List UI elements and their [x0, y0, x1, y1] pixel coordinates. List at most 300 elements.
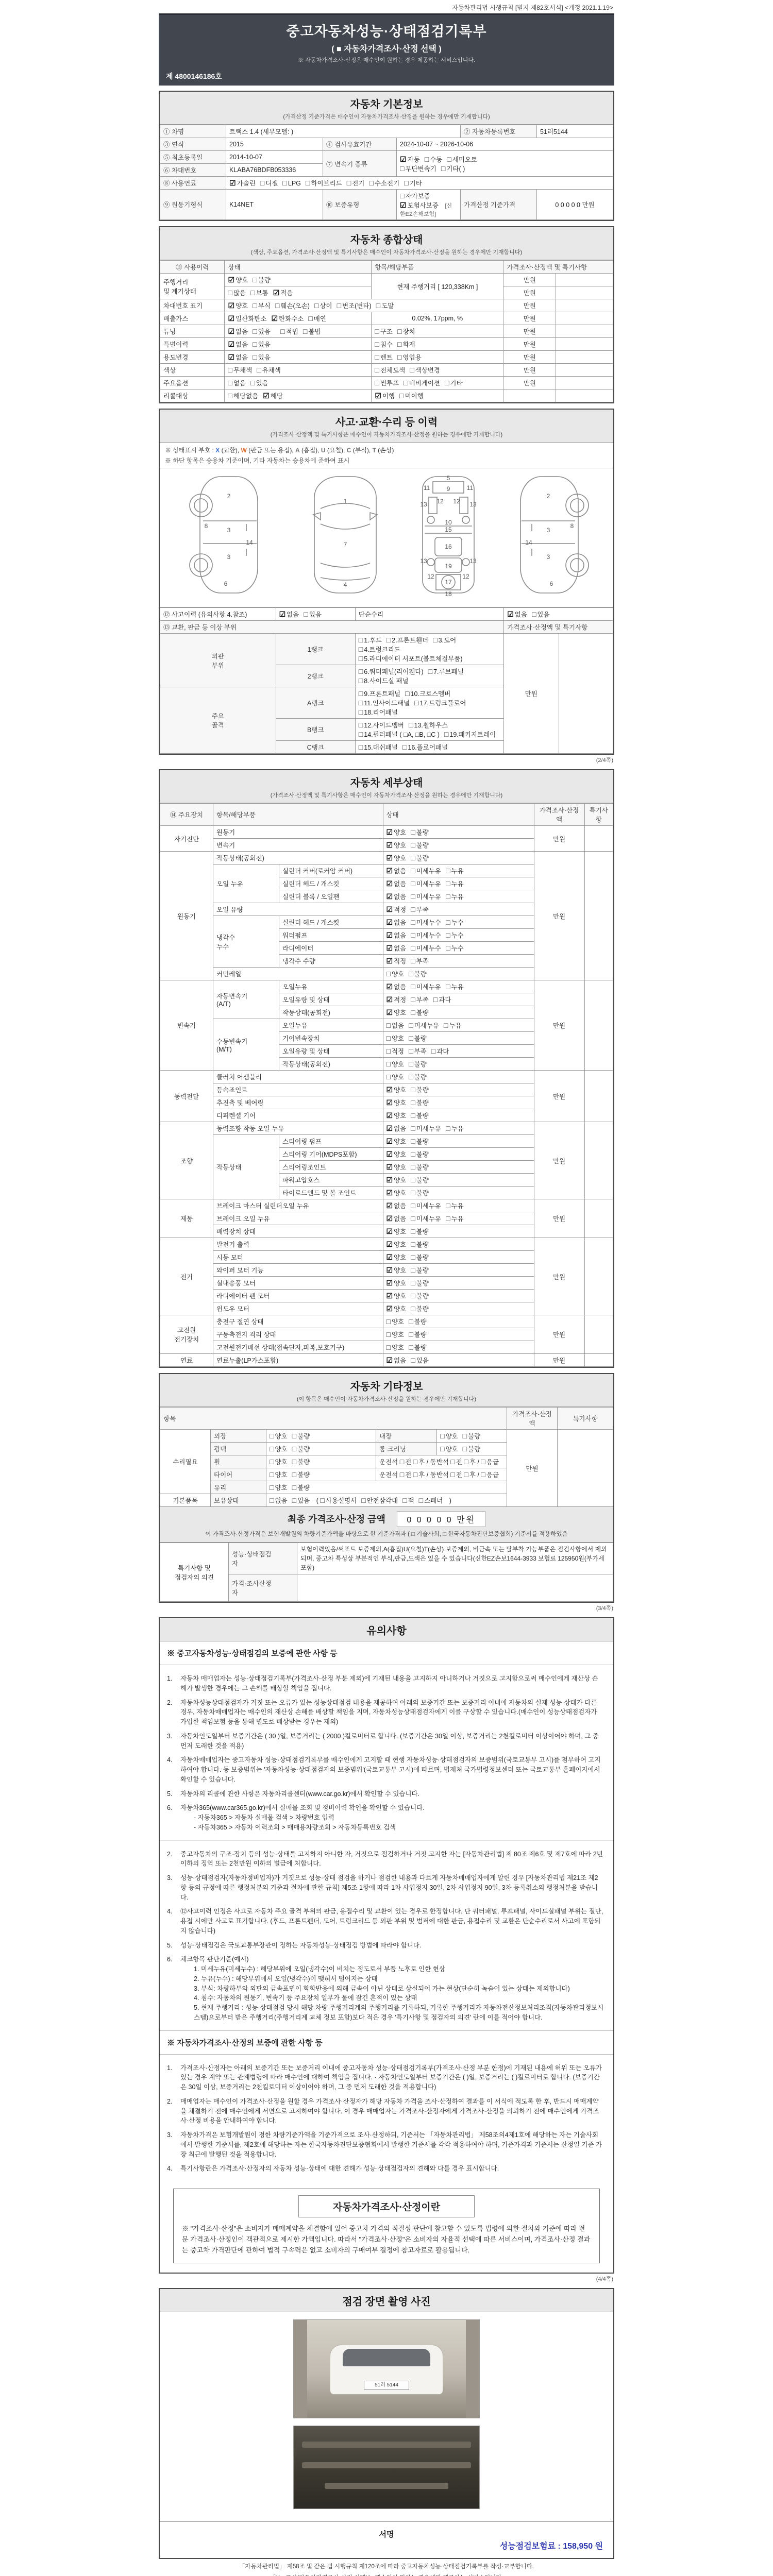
option-부족: □ 부족 [409, 1047, 427, 1055]
option-누수: □ 누수 [446, 944, 464, 952]
option-누유: □ 누유 [446, 1201, 464, 1210]
notice-item: 6. 체크항목 판단기준(예시) 1. 미세누유(미세누수) : 해당부위에 오일(냉각수)이 비치는 정도로서 부품 노후로 인한 현상 2. 누유(누수) : 해당부위에서 오일(냉각수)이 맺혀서 떨어지는 상태 3. 부식: 차량하부와 외판의 금속표면이 화학반응에 의해 금속이 아닌 상태로 상실되어 가는 현상(단순히 녹슬어 있는 상태는 제외합니다) 4. 침수: 자동차의 원동기, 변속기 등 주요장치 일부가 물에 잠긴 흔적이 있는 상태 5. 현재 주행거리 : 성능·상태점검 당시 해당 차량 주행거리계의 주행거리를 기록하되, 기록한 주행거리가 자동차전산정보처리조직(자동차관리정보시스템)으로부터 받은 주행거리(주행거리계 교체 정보 포함)보다 적은 경우 '특기사항 및 점검자의 의견' 란에 이를 적어야 합니다. [167, 1956, 604, 2021]
base-price-label: 가격산정 기준가격 [461, 190, 537, 220]
usage-row-label: 튜닝 [160, 325, 225, 338]
svg-text:18: 18 [445, 590, 452, 598]
notice-item: 4. ⑫사고이력 인정은 사고로 자동차 주요 골격 부위의 판금, 용접수리 및 교환이 있는 경우로 한정합니다. 단 쿼터패널, 루프패널, 사이드실패널 부위는 절단, 용접 시에만 사고로 표기합니다. (후드, 프론트펜더, 도어, 트렁크리드 등 외판 부위 및 범퍼에 대한 판금, 용접수리 및 교환은 단순수리로서 사고에 포함되지 않습니다) [167, 1908, 603, 1935]
inspector-opinion-table [160, 1543, 613, 1602]
option-양호: □ 양호 [386, 1317, 405, 1326]
appraisal-definition-box [173, 2189, 600, 2263]
report-title: 중고자동차성능·상태점검기록부 [286, 24, 487, 39]
option-불량: □ 불량 [411, 1240, 429, 1248]
option-불량: □ 불량 [411, 1163, 429, 1171]
year-value: 2015 [226, 138, 323, 151]
svg-text:9: 9 [446, 485, 450, 493]
option-불량: □ 불량 [292, 1445, 310, 1453]
option-불량: □ 불량 [411, 1008, 429, 1016]
notice-warranty-heading: ※ 중고자동차성능·상태점검의 보증에 관한 사항 등 [160, 1641, 613, 1665]
overall-note: (색상, 주요옵션, 가격조사·산정액 및 특기사항은 매수인이 자동차가격조사·산정을 원하는 경우에만 기재합니다) [250, 249, 523, 256]
option-양호: ☑ 양호 [386, 1137, 407, 1145]
svg-text:19: 19 [445, 563, 452, 570]
option-양호: ☑ 양호 [386, 1279, 407, 1287]
simple-repair-label: 단순수리 [355, 608, 503, 621]
option-미세누수: □ 미세누수 [411, 944, 442, 952]
option-양호: □ 양호 [270, 1483, 288, 1492]
option-양호: ☑ 양호 [386, 1086, 407, 1094]
section-notices [159, 1617, 614, 2274]
option-없음: ☑ 없음 [386, 1214, 407, 1223]
option-불량: □ 불량 [409, 970, 427, 978]
inspection-photo-front [293, 2319, 480, 2418]
option-양호: ☑ 양호 [386, 1189, 407, 1197]
state-symbol-legend: ※ 상태표시 부호 : X (교환), W (판금 또는 용접), A (흠집), U (요철), C (부식), T (손상) ※ 하단 항목은 승용차 기준이며, 기타 자동차는 승용차에 준하여 표시 [160, 443, 613, 468]
option-불량: □ 불량 [292, 1458, 310, 1466]
mileage-label: 주행거리 및 계기상태 [160, 274, 225, 299]
option-과다: □ 과다 [431, 1047, 449, 1055]
option-불량: □ 불량 [409, 1330, 427, 1338]
option-많음: □ 많음 [228, 289, 246, 297]
car-name-label: ① 차명 [160, 125, 226, 138]
item-label: 커먼레일 [213, 968, 383, 980]
overall-title: 자동차 종합상태 [350, 234, 423, 246]
base-price-value: 0 0 0 0 0 만원 [537, 190, 613, 220]
repair-needed-label: 수리필요 [160, 1430, 211, 1494]
item-label: 실린더 커버(로커암 커버) [279, 865, 383, 877]
item-label: 라디에이터 [279, 942, 383, 955]
accident-history-label: ⑫ 사고이력 (유의사항 4.참조) [160, 608, 276, 621]
option-양호: □ 양호 [386, 1034, 405, 1042]
item-label: 추진축 및 베어링 [213, 1096, 383, 1109]
option-없음: □ 없음 [386, 1021, 405, 1029]
document-number: 제 4800146186호 [166, 72, 222, 80]
appraiser-opinion [297, 1574, 613, 1602]
svg-text:3: 3 [546, 527, 550, 534]
option-일산화탄소: ☑ 일산화탄소 [228, 314, 267, 323]
inspection-period-value: 2024-10-07 ~ 2026-10-06 [397, 138, 613, 151]
option-불량: □ 불량 [409, 1317, 427, 1326]
item-label: 오일유량 및 상태 [279, 1045, 383, 1058]
option-미세누수: □ 미세누수 [411, 931, 442, 939]
item-label: 파워고압호스 [279, 1174, 383, 1187]
svg-text:3: 3 [227, 553, 231, 561]
usage-row-label: 배출가스 [160, 312, 225, 325]
warranty-options [397, 190, 461, 220]
footer-legal-line-1: 「자동차관리법」 제58조 및 같은 법 시행규칙 제120조에 따라 중고자동차성능·상태점검기록부를 작성·교부합니다. [239, 2564, 534, 2570]
option-미세누유: □ 미세누유 [411, 879, 442, 888]
option-양호: □ 양호 [440, 1445, 458, 1453]
item-label: 원동기 [213, 826, 383, 839]
usage-row-label: 리콜대상 [160, 389, 225, 402]
option-색상변경: □ 색상변경 [410, 366, 440, 374]
device-group-label: 전기 [160, 1238, 213, 1315]
item-label: 기어변속장치 [279, 1032, 383, 1045]
svg-text:4: 4 [343, 581, 347, 588]
car-panel-diagram [160, 470, 613, 600]
option-없음: ☑ 없음 [386, 879, 407, 888]
option-불량: □ 불량 [409, 1034, 427, 1042]
option-부족: □ 부족 [411, 905, 429, 913]
section-accident-history [159, 409, 614, 755]
option-양호: □ 양호 [386, 970, 405, 978]
svg-text:12: 12 [462, 573, 469, 580]
option-미세누유: □ 미세누유 [411, 982, 442, 991]
sub-group-label: 작동상태 [213, 1135, 279, 1199]
svg-text:12: 12 [427, 573, 434, 580]
report-header [159, 13, 614, 86]
section-basic-info [159, 91, 614, 221]
option-양호: ☑ 양호 [386, 841, 407, 849]
option-적정: □ 적정 [386, 1047, 405, 1055]
basic-info-title: 자동차 기본정보 [350, 99, 423, 110]
svg-text:7: 7 [343, 541, 347, 548]
item-label: 스티어링 펌프 [279, 1135, 383, 1148]
option-불량: □ 불량 [411, 1137, 429, 1145]
option-미세누유: □ 미세누유 [411, 867, 442, 875]
option-양호: ☑ 양호 [386, 1111, 407, 1120]
option-전기: □ 전기 [346, 179, 365, 187]
device-group-label: 동력전달 [160, 1071, 213, 1122]
option-누유: □ 누유 [446, 879, 464, 888]
item-label: 오일 유량 [213, 903, 383, 916]
option-기타: □ 기타 [444, 379, 463, 387]
option-불량: □ 불량 [409, 1060, 427, 1068]
option-양호: ☑ 양호 [386, 828, 407, 836]
item-label: 스티어링조인트 [279, 1161, 383, 1174]
notice-item: 1. 자동차 매매업자는 성능·상태점검기록부(가격조사·산정 부분 제외)에 기재된 내용을 고지하지 아니하거나 거짓으로 고지함으로써 매수인에게 재산상 손해가 발생한 경우에는 그 손해를 배상할 책임을 집니다. [167, 1675, 598, 1692]
usage-row-label: 색상 [160, 364, 225, 377]
item-label: 작동상태(공회전) [279, 1006, 383, 1019]
usage-row-label: 차대번호 표기 [160, 299, 225, 312]
option-침수: □ 침수 [375, 340, 393, 348]
option-탄화수소: ☑ 탄화수소 [271, 314, 304, 323]
option-있음: □ 있음 [250, 379, 268, 387]
svg-text:15: 15 [445, 526, 452, 533]
option-불량: □ 불량 [292, 1470, 310, 1479]
svg-text:8: 8 [570, 522, 574, 530]
usage-row-label: 특별이력 [160, 338, 225, 351]
notice-item: 1. 가격조사·산정자는 아래의 보증기간 또는 보증거리 이내에 중고자동차 성능·상태점검기록부(가격조사·산정 부분 한정)에 기재된 내용에 허위 또는 오류가 있는 경우 계약 또는 관계법령에 따라 매수인에 대하여 책임을 집니다. · 자동차인도일부터 보증기간은 ( )일, 보증거리는 ( )킬로미터로 합니다. (보증기간은 30일 이상, 보증거리는 2천킬로미터 이상이어야 하며, 그 중 먼저 도래한 것을 적용합니다) [167, 2064, 602, 2091]
sub-group-label: 자동변속기 (A/T) [213, 980, 279, 1019]
inspector-label: 성능·상태점검 자 [229, 1543, 297, 1574]
option-양호: ☑ 양호 [386, 1304, 407, 1313]
notice-list-2 [160, 1840, 613, 2030]
inspection-photo-underbody [293, 2426, 480, 2509]
option-불량: □ 불량 [462, 1445, 481, 1453]
item-label: 고전원전기배선 상태(접속단자,피복,보호기구) [213, 1341, 383, 1354]
option-있음: □ 있음 [292, 1496, 310, 1504]
option-자동: ☑ 자동 [400, 155, 420, 163]
option-누유: □ 누유 [446, 982, 464, 991]
option-불량: □ 불량 [411, 1150, 429, 1158]
svg-text:3: 3 [546, 553, 550, 561]
footer-legal-line-2 [159, 2573, 614, 2576]
first-reg-label: ⑤ 최초등록일 [160, 151, 226, 164]
item-label: 시동 모터 [213, 1251, 383, 1264]
device-group-label: 연료 [160, 1354, 213, 1367]
option-누수: □ 누수 [446, 931, 464, 939]
option-없음: ☑ 없음 [386, 931, 407, 939]
history-title: 사고·교환·수리 등 이력 [335, 417, 438, 428]
option-있음: □ 있음 [531, 610, 550, 618]
option-양호: ☑ 양호 [386, 1266, 407, 1274]
warranty-insurer-note: [신한EZ손해보험] [400, 203, 452, 217]
item-label: 배력장치 상태 [213, 1225, 383, 1238]
etc-info-table: 항목 가격조사·산정액 특기사항 수리필요 외장 □ 양호 □ 불량 내장 □ 양호 □ 불량 만원 광택 □ 양호 □ 불량 룸 크리닝 □ 양호 □ 불량 휠 □ 양호 □ 불량 운전석 □ 전 □ 후 / 동반석 □ 전 □ 후 / □ 응급 타이어 □ 양호 □ 불량 운전석 □ 전 □ 후 / 동반석 □ 전 □ 후 / □ 응급 유리 □ 양호 □ 불량 기본품목 보유상태 □ 없음 □ 있음 ( □ 사용설명서 □ 안전삼각대 □ 잭 □ 스패너 ) [160, 1407, 613, 1507]
final-price-amount: 0 0 0 0 0 만원 [397, 1511, 485, 1527]
option-없음: ☑ 없음 [228, 327, 248, 335]
vin-label: ⑥ 차대번호 [160, 164, 226, 177]
vin-value: KLABA76BDFB053336 [226, 164, 323, 177]
option-불량: □ 불량 [409, 1343, 427, 1351]
fuel-label: ⑧ 사용연료 [160, 177, 226, 190]
item-label: 스티어링 기어(MDPS포함) [279, 1148, 383, 1161]
license-plate: 51러 5144 [364, 2381, 409, 2390]
option-하이브리드: □ 하이브리드 [305, 179, 342, 187]
option-수동: □ 수동 [424, 155, 443, 163]
option-수소전기: □ 수소전기 [369, 179, 400, 187]
device-group-label: 변속기 [160, 980, 213, 1071]
item-label: 오일유량 및 상태 [279, 993, 383, 1006]
option-없음: □ 없음 [228, 379, 246, 387]
option-보통: □ 보통 [250, 289, 268, 297]
option-양호: □ 양호 [270, 1432, 288, 1440]
etc-title: 자동차 기타정보 [350, 1381, 423, 1393]
notice-item: 2. 매매업자는 매수인이 가격조사·산정을 원할 경우 가격조사·산정자가 해당 자동차 가격을 조사·산정하여 결과를 이 서식에 적도록 한 후, 반드시 매매계약을 체결하기 전에 매수인에게 서면으로 고지하여야 합니다. 이 경우 매매업자는 가격조사·산정자에게 가격조사·산정을 의뢰하기 전에 매수인에게 가격조사·산정 비용을 안내하여야 합니다. [167, 2097, 599, 2125]
option-없음: ☑ 없음 [228, 353, 248, 361]
option-불량: □ 불량 [411, 1253, 429, 1261]
item-label: 실린더 헤드 / 개스킷 [279, 877, 383, 890]
section-detail-condition [159, 769, 614, 1368]
option-기타: □ 기타 [404, 179, 422, 187]
option-디젤: □ 디젤 [260, 179, 278, 187]
option-양호: ☑ 양호 [386, 1240, 407, 1248]
lift-post-left [294, 2320, 307, 2418]
option-미세누수: □ 미세누수 [411, 918, 442, 926]
option-미이행: □ 미이행 [399, 392, 424, 400]
option-불량: □ 불량 [292, 1432, 310, 1440]
option-양호: ☑ 양호 [386, 1253, 407, 1261]
car-windshield-shape [343, 2349, 430, 2366]
svg-text:6: 6 [224, 580, 228, 587]
engine-type-value: K14NET [226, 190, 323, 220]
lift-post-right [466, 2320, 479, 2418]
option-없음: ☑ 없음 [386, 867, 407, 875]
basic-info-table [160, 125, 613, 220]
option-미세누유: □ 미세누유 [409, 1021, 439, 1029]
item-label: 실린더 헤드 / 개스킷 [279, 916, 383, 929]
notice-appraisal-heading: ※ 자동차가격조사·산정의 보증에 관한 사항 등 [160, 2030, 613, 2055]
option-보험사보증: ☑ 보험사보증 [400, 201, 439, 209]
exchange-label: ⑬ 교환, 판금 등 이상 부위 [160, 621, 504, 634]
option-양호: ☑ 양호 [386, 1292, 407, 1300]
notice-item: 6. 자동차365(www.car365.go.kr)에서 실매물 조회 및 정비이력 확인을 확인할 수 있습니다. - 자동차365 > 자동차 실매물 검색 > 차량번호 입력 - 자동차365 > 자동차 이력조회 > 매매용차량조회 > 자동차등록번호 검색 [167, 1804, 425, 1831]
inspector-opinion: 보험이력있음/써포트 보증제외,A(흠집)U(요철)T(손상) 보증제외, 비금속 또는 탈부착 가능부품은 점검사항에서 제외되며, 중고차 특성상 부분적인 부식,판금,도색은 있을 수 있습니다(신한EZ손보1644-3933 보험료 125950원(부가세포함) [297, 1543, 613, 1574]
device-group-label: 자기진단 [160, 826, 213, 852]
option-양호: □ 양호 [270, 1445, 288, 1453]
option-불량: □ 불량 [411, 1086, 429, 1094]
option-양호: ☑ 양호 [386, 1176, 407, 1184]
option-누유: □ 누유 [446, 892, 464, 901]
option-LPG: □ LPG [282, 179, 301, 187]
option-없음: ☑ 없음 [386, 892, 407, 901]
option-해당: ☑ 해당 [263, 392, 283, 400]
option-적법: □ 적법 [280, 327, 298, 335]
item-label: 브레이크 마스터 실린더오일 누유 [213, 1199, 383, 1212]
notices-title: 유의사항 [366, 1625, 407, 1637]
option-불량: □ 불량 [411, 1227, 429, 1235]
notice-list-1 [160, 1665, 613, 1840]
option-누유: □ 누유 [443, 1021, 462, 1029]
appraisal-box-title: 자동차가격조사·산정이란 [298, 2195, 475, 2217]
svg-text:13: 13 [420, 557, 427, 565]
option-유채색: □ 유채색 [257, 366, 281, 374]
form-reference: 자동차관리법 시행규칙 [별지 제82호서식] <개정 2021.1.19> [452, 4, 613, 11]
option-양호: □ 양호 [386, 1343, 405, 1351]
item-label: 충전구 절연 상태 [213, 1315, 383, 1328]
transmission-label: ⑦ 변속기 종류 [323, 151, 397, 177]
item-label: 클러치 어셈블리 [213, 1071, 383, 1083]
warranty-type-label: ⑩ 보증유형 [323, 190, 397, 220]
option-변조(변타): □ 변조(변타) [337, 301, 372, 310]
item-label: 윈도우 모터 [213, 1302, 383, 1315]
device-group-label: 조향 [160, 1122, 213, 1199]
option-양호: ☑ 양호 [386, 1163, 407, 1171]
notice-item: 4. 특기사항란은 가격조사·산정자의 자동차 성능·상태에 대한 견해가 성능·상태점검자의 견해와 다를 경우 표시합니다. [167, 2165, 499, 2173]
option-무채색: □ 무채색 [228, 366, 253, 374]
option-해당없음: □ 해당없음 [228, 392, 259, 400]
option-없음: ☑ 없음 [386, 1201, 407, 1210]
sub-group-label: 오일 누유 [213, 865, 279, 903]
svg-text:2: 2 [227, 493, 231, 500]
photos-title: 점검 장면 촬영 사진 [342, 2296, 431, 2308]
option-전체도색: □ 전체도색 [375, 366, 406, 374]
svg-text:6: 6 [549, 580, 553, 587]
item-label: 라디에이터 팬 모터 [213, 1290, 383, 1302]
reg-no-value: 51러5144 [537, 125, 613, 138]
option-없음: ☑ 없음 [228, 340, 248, 348]
option-도말: □ 도말 [376, 301, 394, 310]
signature-table [160, 2522, 613, 2558]
year-label: ③ 연식 [160, 138, 226, 151]
report-header-note: ※ 자동차가격조사·산정은 매수인이 원하는 경우 제공하는 서비스입니다. [297, 57, 476, 63]
svg-text:13: 13 [469, 501, 477, 508]
svg-text:11: 11 [466, 484, 474, 492]
option-불량: □ 불량 [411, 1176, 429, 1184]
option-양호: ☑ 양호 [228, 276, 248, 284]
svg-text:1: 1 [343, 498, 347, 505]
reg-no-label: ② 자동차등록번호 [461, 125, 537, 138]
sub-group-label: 냉각수 누수 [213, 916, 279, 968]
option-상이: □ 상이 [314, 301, 332, 310]
insurance-premium: 성능점검보험료 : 158,950 원 [499, 2542, 603, 2551]
item-label: 워터펌프 [279, 929, 383, 942]
option-불량: □ 불량 [253, 276, 271, 284]
item-label: 작동상태(공회전) [279, 1058, 383, 1071]
fuel-options [226, 177, 613, 190]
final-price-strip [160, 1507, 613, 1543]
option-없음: ☑ 없음 [386, 918, 407, 926]
option-과다: □ 과다 [433, 995, 451, 1004]
option-양호: □ 양호 [440, 1432, 458, 1440]
engine-type-label: ⑨ 원동기형식 [160, 190, 226, 220]
basic-items-label: 기본품목 [160, 1494, 211, 1507]
option-없음: ☑ 없음 [386, 944, 407, 952]
option-적정: ☑ 적정 [386, 957, 407, 965]
item-label: 작동상태(공회전) [213, 852, 383, 865]
option-있음: □ 있음 [304, 610, 322, 618]
option-양호: ☑ 양호 [386, 854, 407, 862]
option-누유: □ 누유 [446, 867, 464, 875]
option-불량: □ 불량 [411, 841, 429, 849]
option-없음: ☑ 없음 [386, 982, 407, 991]
option-불량: □ 불량 [411, 1304, 429, 1313]
item-label: 타이로드엔드 및 볼 조인트 [279, 1187, 383, 1199]
option-없음: ☑ 없음 [386, 1356, 407, 1364]
overall-condition-table: ⑪ 사용이력 상태 항목/해당부품 가격조사·산정액 및 특기사항 주행거리 및 계기상태 ☑ 양호 □ 불량 현재 주행거리 [ 120,338Km ] 만원 □ 많음 □ 보통 ☑ 적음 만원 차대번호 표기 ☑ 양호 □ 부식 □ 훼손(오손) □ 상이 □ 변조(변타) □ 도말 만원 배출가스 ☑ 일산화탄소 ☑ 탄화수소 □ 매연 0.02%, 17ppm, % 만원 튜닝 ☑ 없음 □ 있음 □ 적법 □ 불법 □ 구조 □ 장치 만원 특별이력 ☑ 없음 □ 있음 □ 침수 □ 화재 만원 용도변경 ☑ 없음 □ 있음 □ 렌트 □ 영업용 만원 색상 □ 무채색 □ 유채색 □ 전체도색 □ 색상변경 만원 주요옵션 □ 없음 □ 있음 □ 썬루프 □ 네비게이션 □ 기타 만원 리콜대상 □ 해당없음 ☑ 해당 ☑ 이행 □ 미이행 [160, 260, 613, 402]
option-자가보증: □ 자가보증 [400, 192, 430, 200]
svg-text:13: 13 [469, 557, 477, 565]
first-reg-value: 2014-10-07 [226, 151, 323, 164]
item-label: 와이퍼 모터 기능 [213, 1264, 383, 1277]
option-불량: □ 불량 [411, 1292, 429, 1300]
svg-text:13: 13 [420, 501, 427, 508]
appraisal-box-body: ※ "가격조사·산정"은 소비자가 매매계약을 체결함에 있어 중고차 가격의 적절성 판단에 참고할 수 있도록 법령에 의한 절차와 기준에 따라 전문 가격조사·산정인이 객관적으로 제시한 가액입니다. 따라서 "가격조사·산정"은 소비자의 자율적 선택에 따른 서비스이며, 가격조사·산정 결과는 중고차 가격판단에 관하여 법적 구속력은 없고 소비자의 구매여부 결정에 참고자료로 활용됩니다. [182, 2225, 591, 2254]
option-누유: □ 누유 [446, 1124, 464, 1132]
svg-text:17: 17 [445, 579, 452, 586]
final-price-note: 이 가격조사·산정가격은 보험개발원의 차량기준가액을 바탕으로 한 기준가격과 ( □ 기술사회, □ 한국자동차진단보증협회) 기준서를 적용하였음 [205, 1531, 568, 1537]
notice-item: 5. 자동차의 리콜에 관한 사항은 자동차리콜센터(www.car.go.kr)에서 확인할 수 있습니다. [167, 1790, 420, 1798]
section-etc-info [159, 1373, 614, 1603]
notice-item: 3. 자동차인도일부터 보증기간은 ( 30 )일, 보증거리는 ( 2000 )킬로미터로 합니다. (보증기간은 30일 이상, 보증거리는 2천킬로미터 이상이어야 하며, 그 중 먼저 도래한 것을 적용) [167, 1732, 599, 1750]
detail-note: (가격조사·산정액 및 특기사항은 매수인이 자동차가격조사·산정을 원하는 경우에만 기재합니다) [270, 792, 503, 799]
opinion-label: 특기사항 및 점검자의 의견 [160, 1543, 229, 1602]
device-group-label: 고전원 전기장치 [160, 1315, 213, 1354]
item-label: 연료누출(LP가스포함) [213, 1354, 383, 1367]
option-화재: □ 화재 [397, 340, 415, 348]
usage-row-label: 용도변경 [160, 351, 225, 364]
item-label: 브레이크 오일 누유 [213, 1212, 383, 1225]
vehicle-diagrams [160, 468, 613, 607]
option-부족: □ 부족 [411, 957, 429, 965]
item-label: 디퍼렌셜 기어 [213, 1109, 383, 1122]
option-불량: □ 불량 [462, 1432, 481, 1440]
notice-item: 2. 자동차성능상태점검자가 거짓 또는 오류가 있는 성능상태점검 내용을 제공하여 아래의 보증기간 또는 보증거리 이내에 자동차의 실제 성능·상태가 다른 경우, 자동차매매업자는 매수인의 재산상 손해를 배상할 책임을 지며, 자동차성능상태점검자에게 이를 구상할 수 있습니다.(매수인이 성능상태점검자가 가입한 책임보험 등을 통해 별도로 배상받는 경우는 제외) [167, 1699, 597, 1725]
car-name-value: 트랙스 1.4 (세부모델: ) [226, 125, 461, 138]
option-양호: ☑ 양호 [386, 1227, 407, 1235]
appraiser-label: 가격·조사산정 자 [229, 1574, 297, 1602]
option-네비게이션: □ 네비게이션 [404, 379, 440, 387]
option-불량: □ 불량 [411, 1189, 429, 1197]
item-label: 냉각수 수량 [279, 955, 383, 968]
signature-label: 서명 [379, 2530, 394, 2539]
item-label: 오일누유 [279, 980, 383, 993]
option-적정: ☑ 적정 [386, 995, 407, 1004]
option-부족: □ 부족 [411, 995, 429, 1004]
option-무단변속기: □ 무단변속기 [400, 164, 436, 173]
option-미세누유: □ 미세누유 [411, 1124, 442, 1132]
option-양호: ☑ 양호 [228, 301, 248, 310]
option-불량: □ 불량 [411, 1279, 429, 1287]
svg-text:10: 10 [445, 519, 452, 526]
option-가솔린: ☑ 가솔린 [229, 179, 256, 187]
svg-text:5: 5 [446, 474, 450, 482]
svg-text:16: 16 [445, 543, 452, 550]
option-매연: □ 매연 [308, 314, 326, 323]
option-있음: □ 있음 [253, 353, 271, 361]
item-label: 변속기 [213, 839, 383, 852]
option-불량: □ 불량 [411, 1266, 429, 1274]
option-양호: ☑ 양호 [386, 1150, 407, 1158]
